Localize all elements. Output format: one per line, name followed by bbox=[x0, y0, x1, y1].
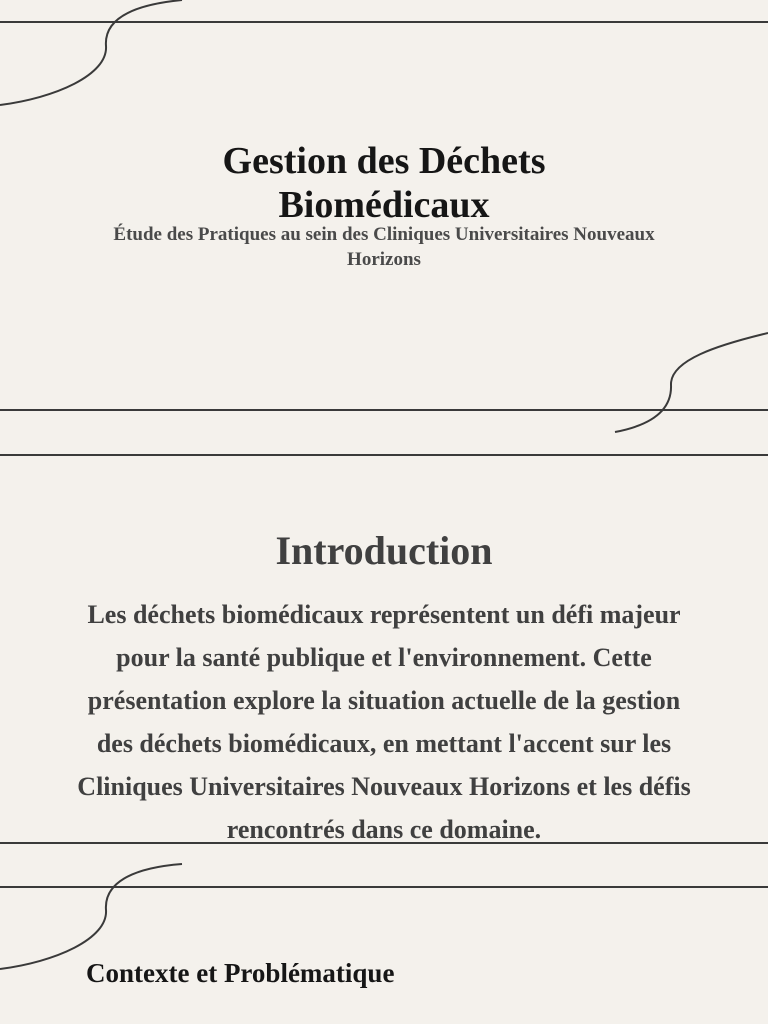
introduction-heading: Introduction bbox=[275, 528, 493, 573]
slide-context bbox=[0, 864, 768, 1024]
slide-introduction bbox=[0, 454, 768, 864]
slide-title-heading: Gestion des Déchets Biomédicaux bbox=[222, 140, 546, 226]
introduction-body: Les déchets biomédicaux représentent un défi majeur pour la santé publique et l'environnement. Cette présentation explore la situation actuelle de la gestion des déchets biomédicaux, en mettant l'accent sur les Cliniques Universitaires Nouveaux Horizons et les défis rencontrés dans ce domaine. bbox=[77, 600, 691, 844]
context-heading: Contexte et Problématique bbox=[86, 958, 395, 988]
slide-title-subtitle: Étude des Pratiques au sein des Cliniques Universitaires Nouveaux Horizons bbox=[113, 224, 655, 270]
slide-title bbox=[0, 0, 768, 432]
